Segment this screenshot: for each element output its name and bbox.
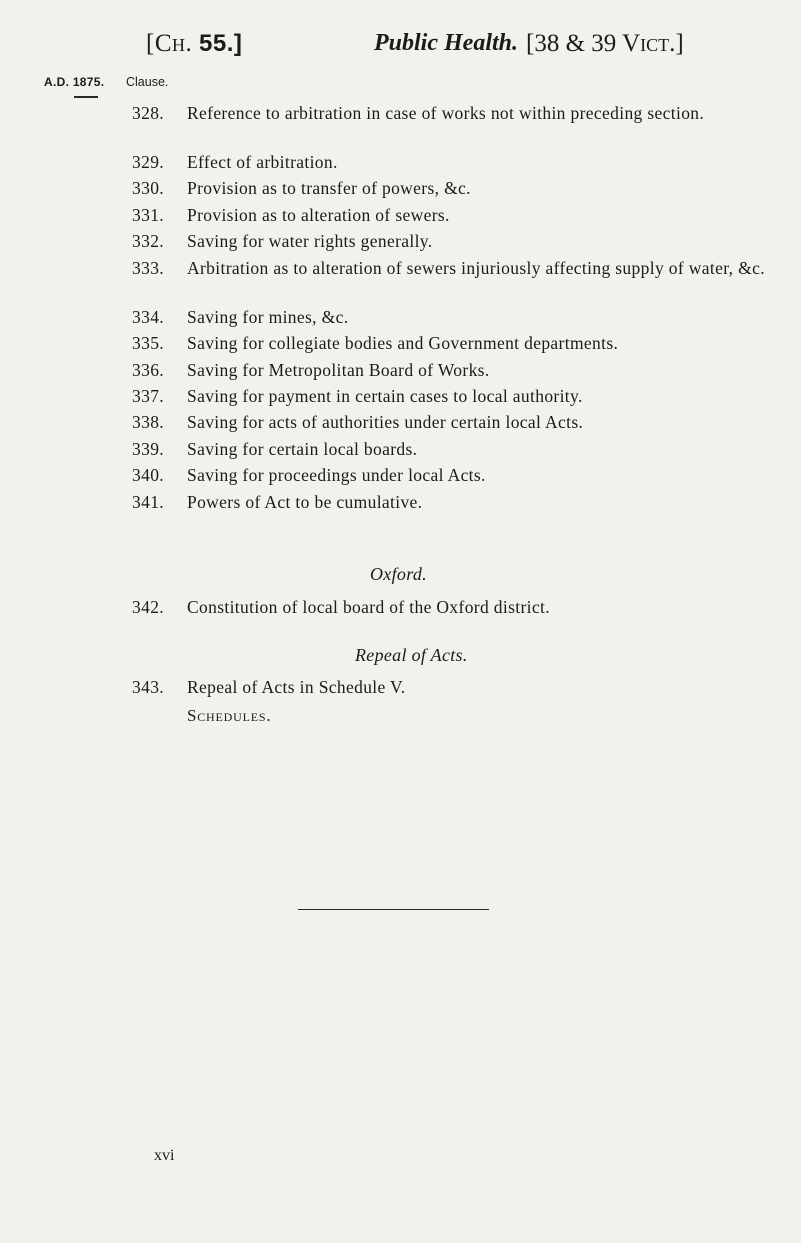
clause-entry-338 (132, 412, 772, 433)
clause-number: 336. (132, 360, 165, 380)
clause-text: Saving for certain local boards. (187, 439, 418, 459)
margin-date: A.D. 1875. (44, 75, 105, 89)
clause-number: 333. (132, 258, 165, 278)
schedules-heading: Schedules. (187, 706, 272, 725)
clause-text: Saving for mines, &c. (187, 307, 349, 327)
clause-entry-339 (132, 439, 772, 460)
clause-entry-330 (132, 178, 772, 199)
section-heading-oxford: Oxford. (370, 564, 427, 584)
clause-number: 335. (132, 333, 165, 353)
clause-text: Reference to arbitration in case of works not within preceding section. (187, 103, 705, 123)
clause-entry-341 (132, 492, 772, 513)
clause-entry-336 (132, 360, 772, 381)
clause-number: 343. (132, 677, 165, 697)
clause-entry-335 (132, 333, 772, 354)
clause-text: Saving for proceedings under local Acts. (187, 465, 486, 485)
running-title: Public Health. (374, 30, 518, 56)
clause-number: 334. (132, 307, 165, 327)
page-number: xvi (154, 1147, 175, 1164)
clause-entry-337 (132, 386, 772, 407)
clause-text: Saving for water rights generally. (187, 231, 433, 251)
clause-entry-334 (132, 307, 772, 328)
clause-number: 330. (132, 178, 165, 198)
clause-text: Provision as to transfer of powers, &c. (187, 178, 471, 198)
clause-entry-333 (132, 258, 772, 279)
chapter-prefix: [Ch. (146, 30, 199, 57)
clause-entry-342 (132, 597, 772, 618)
clause-number: 329. (132, 152, 165, 172)
clause-entry-331 (132, 205, 772, 226)
clause-entry-340 (132, 465, 772, 486)
margin-dash-rule (74, 96, 98, 98)
clause-entry-332 (132, 231, 772, 252)
clause-text: Saving for Metropolitan Board of Works. (187, 360, 490, 380)
clause-entry-328 (132, 103, 772, 124)
clause-entry-343 (132, 677, 772, 698)
clause-text: Repeal of Acts in Schedule V. (187, 677, 406, 697)
end-rule (298, 909, 489, 910)
clause-text: Provision as to alteration of sewers. (187, 205, 450, 225)
clause-text: Effect of arbitration. (187, 152, 338, 172)
running-head (0, 30, 801, 66)
chapter-number: 55.] (199, 30, 243, 57)
clause-number: 337. (132, 386, 165, 406)
clause-number: 340. (132, 465, 165, 485)
clause-number: 328. (132, 103, 165, 123)
regnal-year: [38 & 39 Vict.] (526, 30, 684, 57)
section-heading-repeal: Repeal of Acts. (355, 645, 468, 665)
chapter-reference (146, 30, 242, 58)
clause-number: 331. (132, 205, 165, 225)
clause-number: 342. (132, 597, 165, 617)
clause-text: Saving for payment in certain cases to local authority. (187, 386, 583, 406)
clause-column-heading: Clause. (126, 75, 169, 89)
clause-number: 338. (132, 412, 165, 432)
clause-number: 332. (132, 231, 165, 251)
clause-text: Saving for acts of authorities under certain local Acts. (187, 412, 584, 432)
clause-text: Powers of Act to be cumulative. (187, 492, 423, 512)
clause-text: Saving for collegiate bodies and Government departments. (187, 333, 619, 353)
clause-text: Constitution of local board of the Oxford district. (187, 597, 550, 617)
clause-text: Arbitration as to alteration of sewers injuriously affecting supply of water, &c. (187, 258, 765, 278)
clause-number: 341. (132, 492, 165, 512)
clause-number: 339. (132, 439, 165, 459)
clause-entry-329 (132, 152, 772, 173)
